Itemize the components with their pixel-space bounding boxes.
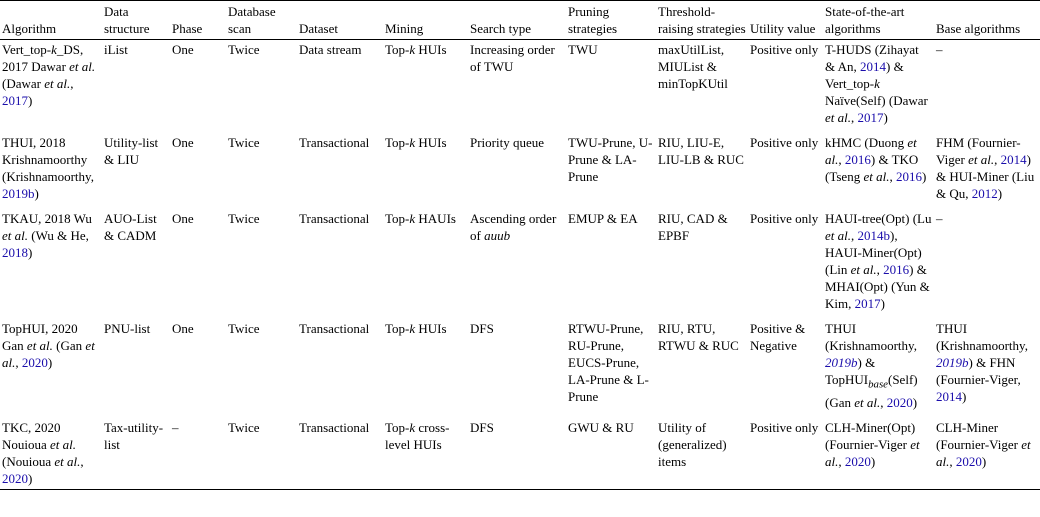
citation-link[interactable]: 2020	[2, 470, 28, 486]
cell-search-type: Ascending order of auub	[470, 211, 557, 243]
cell-phase: –	[170, 411, 226, 490]
cell-dataset: Transactional	[299, 211, 370, 226]
cell-mining: Top-k HUIs	[385, 42, 447, 57]
cell-data-structure: Tax-utility-list	[102, 411, 170, 490]
citation-link[interactable]: 2016	[883, 262, 910, 277]
cell-search-type: DFS	[468, 411, 566, 490]
citation-link[interactable]: 2014b	[857, 228, 890, 243]
cell-threshold: RIU, CAD & EPBF	[658, 211, 728, 243]
cell-threshold: RIU, RTU, RTWU & RUC	[658, 321, 739, 353]
cell-algorithm: Vert_top-k_DS, 2017 Dawar et al. (Dawar et al., 2017)	[2, 42, 96, 108]
citation-link[interactable]: 2017	[2, 93, 28, 108]
cell-base: –	[936, 42, 943, 57]
cell-mining: Top-k HUIs	[385, 135, 447, 150]
citation-link[interactable]: 2016	[895, 169, 922, 184]
cell-sota: HAUI-tree(Opt) (Lu et al., 2014b), HAUI-Miner(Opt) (Lin et al., 2016) & MHAI(Opt) (Yun & Kim, 2017)	[825, 211, 932, 311]
cell-base: –	[936, 211, 943, 226]
header-utility-value: Utility value	[748, 1, 823, 40]
cell-data-structure: iList	[104, 42, 128, 57]
cell-algorithm: TKC, 2020 Nouioua et al. (Nouioua et al., 2020)	[0, 411, 102, 490]
cell-mining: Top-k cross-level HUIs	[383, 411, 468, 490]
citation-link[interactable]: 2014	[936, 389, 962, 404]
cell-base: FHM (Fournier-Viger et al., 2014) & HUI-Miner (Liu & Qu, 2012)	[936, 135, 1035, 201]
citation-link[interactable]: 2014	[1000, 152, 1027, 167]
citation-link[interactable]: 2020	[21, 355, 48, 370]
cell-scan: Twice	[228, 135, 260, 150]
cell-data-structure: Utility-list & LIU	[104, 135, 159, 167]
cell-pruning: RTWU-Prune, RU-Prune, EUCS-Prune, LA-Prune & L-Prune	[568, 321, 649, 404]
header-phase: Phase	[170, 1, 226, 40]
cell-data-structure: PNU-list	[104, 321, 151, 336]
citation-link[interactable]: 2014	[860, 59, 887, 74]
citation-link[interactable]: 2019b	[2, 186, 35, 201]
header-search-type: Search type	[468, 1, 566, 40]
cell-algorithm: TopHUI, 2020 Gan et al. (Gan et al., 2020)	[2, 321, 95, 370]
header-algorithm: Algorithm	[0, 1, 102, 40]
citation-link[interactable]: 2016	[844, 152, 871, 167]
cell-utility: Positive only	[750, 211, 819, 226]
cell-utility: Positive only	[748, 411, 823, 490]
cell-base: CLH-Miner (Fournier-Viger et al., 2020)	[934, 411, 1040, 490]
cell-phase: One	[172, 211, 194, 226]
citation-link[interactable]: 2018	[2, 245, 28, 260]
cell-pruning: EMUP & EA	[568, 211, 638, 226]
table-row	[0, 411, 1040, 490]
header-pruning-strategies: Pruning strategies	[566, 1, 656, 40]
cell-dataset: Transactional	[297, 411, 383, 490]
cell-utility: Positive only	[750, 135, 819, 150]
header-threshold-raising: Threshold-raising strategies	[656, 1, 748, 40]
cell-phase: One	[172, 321, 194, 336]
cell-scan: Twice	[228, 42, 260, 57]
citation-link[interactable]: 2020	[886, 394, 913, 410]
cell-phase: One	[172, 42, 194, 57]
header-base-algorithms: Base algorithms	[934, 1, 1040, 40]
cell-pruning: GWU & RU	[566, 411, 656, 490]
citation-link[interactable]: 2019b	[825, 355, 858, 370]
citation-link[interactable]: 2020	[955, 453, 982, 469]
cell-threshold: maxUtilList, MIUList & minTopKUtil	[658, 42, 728, 91]
table-row	[0, 40, 1040, 127]
cell-scan: Twice	[226, 411, 297, 490]
cell-threshold: Utility of (generalized) items	[656, 411, 748, 490]
citation-link[interactable]: 2017	[857, 110, 884, 125]
cell-sota: THUI (Krishnamoorthy, 2019b) & TopHUI$_{base}$(Self) (Gan et al., 2020)	[825, 321, 918, 410]
citation-link[interactable]: 2017	[854, 296, 881, 311]
cell-phase: One	[172, 135, 194, 150]
citation-link[interactable]: 2019b	[936, 355, 969, 370]
table-row	[0, 312, 1040, 411]
cell-scan: Twice	[228, 321, 260, 336]
cell-algorithm: THUI, 2018 Krishnamoorthy (Krishnamoorthy, 2019b)	[2, 135, 94, 201]
cell-sota: T-HUDS (Zihayat & An, 2014) & Vert_top-k Naïve(Self) (Dawar et al., 2017)	[825, 42, 928, 125]
header-mining: Mining	[383, 1, 468, 40]
cell-mining: Top-k HAUIs	[385, 211, 456, 226]
cell-sota: kHMC (Duong et al., 2016) & TKO (Tseng et al., 2016)	[825, 135, 927, 184]
header-dataset: Dataset	[297, 1, 383, 40]
cell-pruning: TWU	[568, 42, 598, 57]
cell-pruning: TWU-Prune, U-Prune & LA-Prune	[568, 135, 653, 184]
citation-link[interactable]: 2012	[971, 186, 998, 201]
citation-link[interactable]: 2020	[844, 453, 871, 469]
cell-search-type: Increasing order of TWU	[470, 42, 555, 74]
cell-threshold: RIU, LIU-E, LIU-LB & RUC	[658, 135, 744, 167]
table-row	[0, 126, 1040, 202]
header-row	[0, 1, 1040, 40]
cell-base: THUI (Krishnamoorthy, 2019b) & FHN (Fournier-Viger, 2014)	[936, 321, 1028, 404]
cell-dataset: Data stream	[299, 42, 362, 57]
header-state-of-the-art: State-of-the-art algorithms	[823, 1, 934, 40]
header-data-structure: Data structure	[102, 1, 170, 40]
cell-dataset: Transactional	[299, 135, 370, 150]
table-row	[0, 202, 1040, 312]
header-database-scan: Database scan	[226, 1, 297, 40]
cell-search-type: Priority queue	[470, 135, 545, 150]
cell-data-structure: AUO-List & CADM	[104, 211, 157, 243]
cell-scan: Twice	[228, 211, 260, 226]
cell-mining: Top-k HUIs	[385, 321, 447, 336]
cell-utility: Positive only	[750, 42, 819, 57]
cell-algorithm: TKAU, 2018 Wu et al. (Wu & He, 2018)	[2, 211, 92, 260]
cell-search-type: DFS	[470, 321, 494, 336]
cell-utility: Positive & Negative	[750, 321, 806, 353]
cell-dataset: Transactional	[299, 321, 370, 336]
cell-sota: CLH-Miner(Opt) (Fournier-Viger et al., 2020)	[823, 411, 934, 490]
